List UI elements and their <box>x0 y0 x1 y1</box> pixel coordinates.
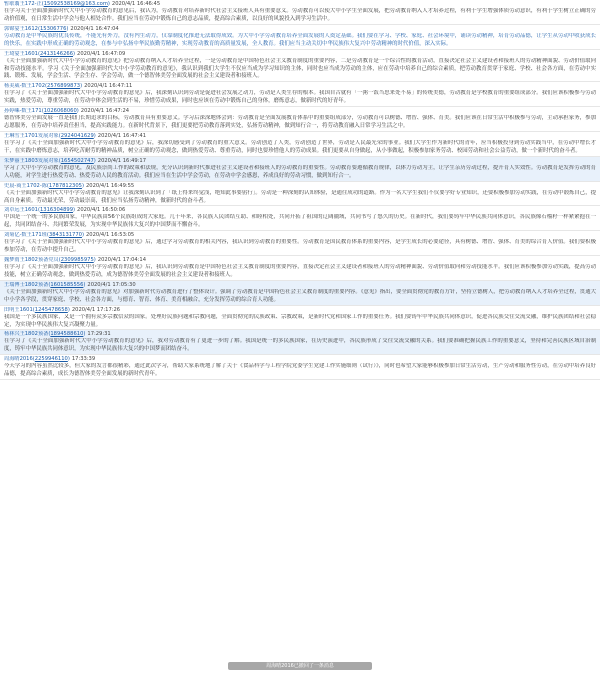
message-contact-link[interactable]: 1026068060 <box>43 108 77 115</box>
message-text: 在学习关于全面加强新时代大中小学劳动教育的意见后，我认为，劳动教育对培养新时代社会主义接班人具有重要意义。劳动教育可以使大中小学生全面发展，把劳动教育纳入人才培养过程，有利于学生增强体质劳动意识，有利于学生树立正确的劳动价值观，在日常生活中学会与他人相处合作。我们应当在劳动中锻炼自己的意志品质，提高综合素质，以良好的风貌投入到学习生活中。 <box>4 8 596 22</box>
message-author[interactable]: 王琦宴王1601 <box>4 50 38 57</box>
paren-open: ( <box>48 281 51 288</box>
paren-close: ) <box>93 157 96 164</box>
message-author[interactable]: 杨美威-数王1702 <box>4 83 46 90</box>
paren-close: ) <box>80 83 83 90</box>
chat-message <box>0 82 600 107</box>
chat-message <box>0 281 600 306</box>
message-text: 今天学习的内容虽然比较多，但大家的发言都很精彩，通过此次学习，帮助大家系统地了解了关于《食品科学与工程学院党委学生党建工作实施细则（试行）》，同时也希望大家能够积极参加日常生活劳动，生产劳动和服务性劳动，在劳动中培养良好品德，提高综合素质，成长为德智体美劳全面发展的新时代青年。 <box>4 363 596 378</box>
message-text: 我国是一个多民族国家，又是一个拥有众多宗教信众的国家。处理好民族问题和宗教问题，全面贯彻党的民族政策、宗教政策，是新时代党和国家工作的重要任务。我们要铸牢中华民族共同体意识，促进各民族交往交流交融，维护民族团结和社会稳定，为实现中华民族伟大复兴凝聚力量。 <box>4 313 596 328</box>
paren-open: ( <box>37 207 40 214</box>
message-header <box>4 183 596 190</box>
message-author[interactable]: 王琳雪王1701发展对象 <box>4 132 59 139</box>
chat-message <box>0 182 600 207</box>
message-header <box>4 331 596 338</box>
message-author[interactable]: 郭锦宴王1612 <box>4 25 38 32</box>
chat-message <box>0 330 600 355</box>
paren-open: ( <box>58 257 61 264</box>
paren-open: ( <box>46 232 49 239</box>
message-header <box>4 1 596 8</box>
message-text: 在学习了《关于全面加强新时代大中小学劳动教育的意见》后，我深刻认识到劳动是促进社会发展之动力，劳动是人类生存的根本。我国自古就有「一粥一饭当思来处不易」的传统美德，劳动教育是学校教育的重要组成部分。我们应该积极参与劳动实践，热爱劳动，尊重劳动，在劳动中体会到生活的不易，珍惜劳动成果，同时也应该在劳动中锻炼自己的身体，磨炼意志，做新时代的好青年。 <box>4 90 596 105</box>
message-text: 学习了大中小学劳动教育的意见，及民族崇尚工作的政策和法规，充分认识到新时代推进社会主义建设者和接班人的劳动教育的重要性。劳动教育要遵循教育规律，以体力劳动为主，让学生亲历劳动过程，提升育人实效性。劳动教育是发挥劳动的育人功能，对学生进行热爱劳动、热爱劳动人民的教育活动。我们应当在生活中学会劳动，在劳动中学会感恩，养成良好的劳动习惯，做到知行合一。 <box>4 164 596 179</box>
message-contact-link[interactable]: 2924041629 <box>60 132 94 139</box>
message-header <box>4 307 596 314</box>
message-contact-link[interactable]: 1654502747 <box>60 157 94 164</box>
message-timestamp: 17:33:39 <box>71 356 96 363</box>
message-contact-link[interactable]: 2259946110 <box>34 356 68 363</box>
message-text: 在学习了《关于全面加强新时代大中小学劳动教育的意见》后，我认识到劳动教育是中国特色社会主义教育制度的重要内容，直接决定社会主义建设者和接班人的劳动精神面貌、劳动价值取向和劳动技能水平。我们应该积极参加劳动实践，提高劳动技能，树立正确劳动观念，做到热爱劳动，成为德智体美劳全面发展的社会主义建设者和接班人。 <box>4 264 596 278</box>
message-contact-link[interactable]: 1316304899 <box>39 207 73 214</box>
message-contact-link[interactable]: 15306776 <box>39 25 67 32</box>
message-author[interactable]: 田明王1601 <box>4 306 33 313</box>
message-contact-link[interactable]: 15092538169@163.com <box>43 1 108 7</box>
paren-close: ) <box>73 207 76 214</box>
message-timestamp: 2020/4/1 16:53:05 <box>85 232 135 239</box>
chat-message <box>0 132 600 157</box>
message-header <box>4 232 596 239</box>
paren-open: ( <box>41 108 44 115</box>
message-author[interactable]: 刘卓远王1601 <box>4 207 38 214</box>
chat-message <box>0 157 600 182</box>
chat-message <box>0 231 600 256</box>
message-contact-link[interactable]: 1601585556 <box>50 281 84 288</box>
paren-close: ) <box>93 257 96 264</box>
paren-open: ( <box>41 1 44 7</box>
message-timestamp: 2020/4/1 16:50:06 <box>77 207 126 214</box>
message-header <box>4 257 596 264</box>
message-text: 《关于全面加强新时代大中小学劳动教育的意见》对加强新时代劳动教育进行了整体设计。强调了劳动教育是中国特色社会主义教育制度的重要内容。《意见》指出，要全面贯彻党的教育方针，坚持立德树人，把劳动教育纳入人才培养全过程，贯通大中小学各学段，贯穿家庭、学校、社会各方面，与德育、智育、体育、美育相融合，充分发挥劳动的综合育人功能。 <box>4 288 596 303</box>
message-timestamp: 2020/4/1 16:49:55 <box>85 182 135 189</box>
message-header <box>4 83 596 90</box>
message-author[interactable]: 王瑞博士1802预备 <box>4 281 49 288</box>
message-author[interactable]: 史晨-商王1702-陈 <box>4 182 47 189</box>
paren-close: ) <box>76 108 79 115</box>
message-text: 德智体美劳全面发展一直是我们长期追求的目标，劳动教育具有重要意义。学习后深深地体会到：劳动教育是全面发展教育体系中的重要组成部分，劳动教育可以树德、增智、强体、育美。我们应该在日常生活中积极参与劳动，主动承担家务，参加志愿服务，在劳动中培养责任担当，提高实践能力。在新时代背景下，我们更要把劳动教育落到实处，弘扬劳动精神，做到知行合一，将劳动教育融入日常学习生活之中。 <box>4 115 596 130</box>
message-text: 在学习了《关于全面加强新时代大中小学劳动教育的意见》后，我对劳动教育有了更进一步的了解。我国是统一的多民族国家，在历史演进中，各民族形成了交往交流交融的关系。我们要准确把握民族工作的重要意义，坚持和完善民族区域自治制度，铸牢中华民族共同体意识，为实现中华民族伟大复兴的中国梦而团结奋斗。 <box>4 338 596 353</box>
paren-close: ) <box>83 281 86 288</box>
paren-close: ) <box>67 306 70 313</box>
message-text: 在学习了《关于全面加强新时代大中小学劳动教育的意见》后，我深切感受到了劳动教育的重大意义。劳动创造了人类，劳动创造了世界，劳动是人民最光荣的事业。我们大学生作为新时代的青年，应当积极投身到劳动实践当中，在劳动中增长才干，在实践中磨炼意志，培养吃苦耐劳的精神品质，树立正确的劳动观念，做到热爱劳动、尊重劳动，同时也要珍惜他人的劳动成果。我们更要从自身做起，从小事做起，积极参加家务劳动、校园劳动和社会公益劳动，做一个新时代的奋斗者。 <box>4 139 596 154</box>
message-contact-link[interactable]: 1787812305 <box>48 182 82 189</box>
message-header <box>4 356 596 363</box>
message-timestamp: 2020/4/1 16:47:09 <box>77 50 126 57</box>
paren-open: ( <box>32 306 35 313</box>
chat-message <box>0 306 600 331</box>
message-timestamp: 2020/4/1 16:47:04 <box>70 25 119 32</box>
message-timestamp: 2020/4/1 16:47:24 <box>80 108 130 115</box>
chat-message <box>0 107 600 132</box>
paren-open: ( <box>45 83 48 90</box>
paren-close: ) <box>81 232 84 239</box>
paren-open: ( <box>48 331 51 338</box>
message-timestamp: 2020/4/1 16:47:11 <box>84 83 133 90</box>
recall-notice: 周海晴2016已撤回了一条消息 <box>228 662 372 670</box>
paren-open: ( <box>32 356 35 363</box>
message-text: 劳动教育是中华民族的优良传统，不能光有外力，没有内生动力，仅靠制度化推进无法取得成效。为大中小学劳动教育培养全面发展的人奠定基础。我们要在学习、学校、家庭、社会环境中，诵读劳动精神，培育劳动品德，让学生从劳动中收获成长的快乐，在实践中形成正确的劳动观念，在参与中弘扬中华民族勤劳精神，实现劳动教育的高质量发展，全人教育。我们应当主动关切中华民族伟大复兴中劳动精神的时代价值，深入实际。 <box>4 32 596 47</box>
message-header <box>4 158 596 165</box>
message-text: 中国是一个统一的多民族国家，中华民族由56个民族组成的大家庭。几千年来，各民族人民团结互助、和睦相处，共同开拓了祖国的辽阔疆域，共同书写了悠久的历史。在新时代，我们要铸牢中华民族共同体意识，各民族像石榴籽一样紧紧抱在一起，共同团结奋斗、共同繁荣发展，为实现中华民族伟大复兴的中国梦而不懈奋斗。 <box>4 214 596 229</box>
paren-close: ) <box>107 1 110 7</box>
message-author[interactable]: 刘菊亿-数王171班 <box>4 232 47 239</box>
message-contact-link[interactable]: 1894588610 <box>50 331 84 338</box>
message-timestamp: 2020/4/1 16:49:17 <box>97 157 147 164</box>
message-timestamp: 2020/4/1 16:47:41 <box>97 132 147 139</box>
message-author[interactable]: 孙婷嵊-数王171 <box>4 108 42 115</box>
message-author[interactable]: 周海晴2016 <box>4 356 33 363</box>
chat-message <box>0 256 600 281</box>
message-author[interactable]: 朱梦丽王1803发展对象 <box>4 157 59 164</box>
message-timestamp: 2020/4/1 17:17:26 <box>71 306 121 313</box>
message-header <box>4 207 596 214</box>
message-timestamp: 2020/4/1 17:05:30 <box>87 281 136 288</box>
message-header <box>4 282 596 289</box>
message-contact-link[interactable]: 2576899873 <box>47 83 81 90</box>
message-contact-link[interactable]: 2413146266 <box>39 50 73 57</box>
paren-open: ( <box>58 157 61 164</box>
message-contact-link[interactable]: 2309985975 <box>60 257 94 264</box>
message-author[interactable]: 魏梦雨王1802预备党员 <box>4 257 59 264</box>
paren-close: ) <box>83 331 86 338</box>
chat-message <box>0 206 600 231</box>
chat-message <box>0 50 600 83</box>
message-author[interactable]: 暂歇翥王172-正 <box>4 1 42 7</box>
paren-close: ) <box>93 132 96 139</box>
message-timestamp: 2020/4/1 16:46:45 <box>111 1 161 7</box>
chat-message <box>0 0 600 25</box>
chat-message <box>0 25 600 50</box>
paren-open: ( <box>58 132 61 139</box>
message-text: 《关于全面加强新时代大中小学劳动教育的意见》让我深刻认识到了「纸上得来终觉浅，绝知此事要躬行」。劳动是一种深刻的认知体验，是通往成功的道路。作为一名大学生我们不仅要学好专业知识，还要积极参加劳动实践，在劳动中锻炼自己，提高自身素质。劳动最光荣，劳动最崇高，我们应当弘扬劳动精神，做新时代的奋斗者。 <box>4 189 596 204</box>
message-timestamp: 17:29:31 <box>87 331 111 338</box>
message-contact-link[interactable]: 1245478658 <box>34 306 68 313</box>
paren-open: ( <box>37 25 40 32</box>
message-text: 《关于全面加强新时代大中小学劳动教育的意见》把劳动教育纳入人才培养全过程，一是劳动教育是中国特色社会主义教育制度的重要内容，二是劳动教育是一个综合性的教育活动，直接决定社会主义建设者和接班人的劳动精神面貌、劳动价值取向和劳动技能水平。学习《关于全面加强新时代大中小学劳动教育的意见》，我认识到我们大学生不仅应当成为学习知识的主体，同时也应当成为劳动的主体，应在劳动中培养自己的综合素质，把劳动教育贯穿于家庭、学校、社会各方面，在劳动中实践、锻炼、发展，学会生活、学会生存、学会劳动，做一个德智体美劳全面发展的社会主义建设者和接班人。 <box>4 57 596 80</box>
paren-close: ) <box>67 356 70 363</box>
paren-close: ) <box>81 182 84 189</box>
paren-close: ) <box>73 50 76 57</box>
chat-message <box>0 355 600 380</box>
message-text: 在学习了《关于全面加强新时代大中小学劳动教育的意见》后，通过学习劳动教育的相关内容，我认识到劳动教育的重要性。劳动教育是国民教育体系的重要内容，是学生成长的必要途径，具有树德、增智、强体、育美的综合育人价值。我们要积极参加劳动，在劳动中提升自己。 <box>4 239 596 254</box>
message-author[interactable]: 杨林兴王1802预备 <box>4 331 49 338</box>
paren-open: ( <box>46 182 49 189</box>
message-header <box>4 133 596 140</box>
message-header <box>4 51 596 58</box>
message-header <box>4 108 596 115</box>
paren-open: ( <box>37 50 40 57</box>
message-timestamp: 2020/4/1 17:04:14 <box>97 257 147 264</box>
message-header <box>4 26 596 33</box>
message-contact-link[interactable]: 3843131770 <box>48 232 82 239</box>
paren-close: ) <box>66 25 69 32</box>
